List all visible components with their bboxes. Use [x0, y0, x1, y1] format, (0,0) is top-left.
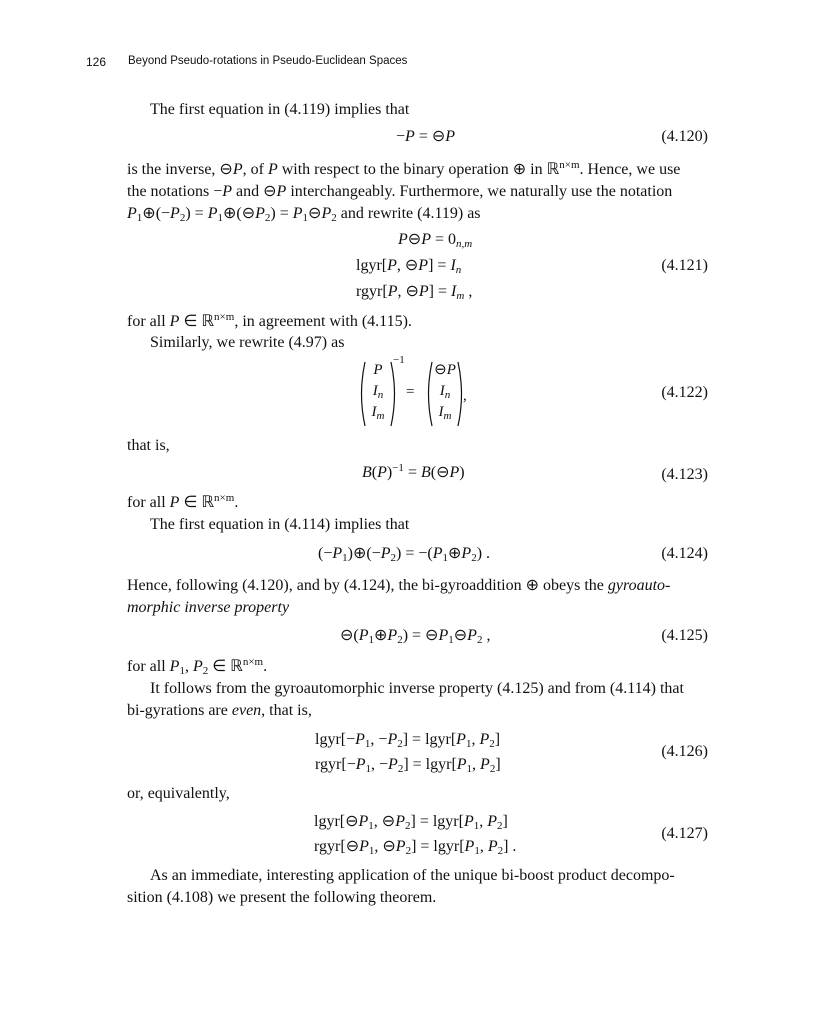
equation-4-124: $(-P_1)\oplus(-P_2)$ = $-(P_1\oplus P_2)$ .	[318, 545, 491, 564]
equation-4-127-line2: $rgyr[⊖P_1$, $⊖P_2$] = $lgyr[P_1$, $P_2$] .	[314, 838, 517, 857]
equation-number: (4.125)	[661, 627, 708, 644]
equation-4-126-line2: $rgyr[-P_1$, $-P_2$] = $lgyr[P_1$, $P_2$]	[315, 756, 501, 775]
equation-number: (4.123)	[661, 466, 708, 483]
equation-4-123: $B(P)^{-1}$ = B(⊖P)	[362, 462, 465, 481]
equation-4-121-line2: lgyr[P, ⊖P] = $I_n$	[356, 257, 462, 276]
equation-number: (4.122)	[661, 384, 708, 401]
running-title: Beyond Pseudo-rotations in Pseudo-Euclidean Spaces	[128, 55, 408, 67]
text-line: morphic inverse property	[127, 599, 290, 616]
text-line: the notations −P and ⊖P interchangeably. Furthermore, we naturally use the notation	[127, 183, 673, 200]
text-line: for all P ∈ ℝ$^{n\times m}$, in agreement with (4.115).	[127, 311, 412, 330]
text-line: sition (4.108) we present the following theorem.	[127, 889, 437, 906]
text-line: bi-gyrations are even, that is,	[127, 702, 312, 719]
equation-4-125: $⊖(P_1\oplus P_2)$ = $⊖P_1⊖P_2$ ,	[340, 627, 491, 646]
text-line: for all $P_1$, $P_2$ ∈ ℝ$^{n\times m}$.	[127, 656, 268, 677]
equation-4-121-line1: P⊖P = $0_{n,m}$	[398, 231, 473, 250]
text-line: It follows from the gyroautomorphic inverse property (4.125) and from (4.114) that	[150, 680, 684, 697]
equation-4-122: P $I_n$ $I_m$ −1 = ⊖P $I_n$ $I_m$ ,	[356, 356, 476, 430]
equation-4-126-line1: $lgyr[-P_1$, $-P_2$] = $lgyr[P_1$, $P_2$]	[315, 731, 501, 750]
text-line: is the inverse, ⊖P, of P with respect to the binary operation ⊕ in ℝ$^{n\times m}$. Hence, we use	[127, 159, 681, 178]
equation-4-121-line3: rgyr[P, ⊖P] = $I_m$ ,	[356, 283, 473, 302]
text-line: for all P ∈ ℝ$^{n\times m}$.	[127, 492, 239, 511]
equation-number: (4.124)	[661, 545, 708, 562]
equation-4-120: −P = ⊖P	[396, 128, 456, 145]
text-line: The first equation in (4.119) implies that	[150, 101, 410, 118]
equation-4-127-line1: $lgyr[⊖P_1$, $⊖P_2$] = $lgyr[P_1$, $P_2$]	[314, 813, 508, 832]
equation-number: (4.121)	[661, 257, 708, 274]
text-line: or, equivalently,	[127, 785, 230, 802]
equation-number: (4.120)	[661, 128, 708, 145]
equation-number: (4.127)	[661, 825, 708, 842]
text-line: $P_1\oplus(-P_2)$ = $P_1\oplus(⊖P_2)$ = $P_1⊖P_2$ and rewrite (4.119) as	[127, 205, 481, 224]
text-line: that is,	[127, 437, 170, 454]
text-line: As an immediate, interesting application of the unique bi-boost product decompo-	[150, 867, 675, 884]
page-number: 126	[86, 55, 107, 69]
text-line: Hence, following (4.120), and by (4.124), the bi-gyroaddition ⊕ obeys the gyroauto-	[127, 577, 671, 594]
equation-number: (4.126)	[661, 743, 708, 760]
text-line: The first equation in (4.114) implies that	[150, 516, 410, 533]
text-line: Similarly, we rewrite (4.97) as	[150, 334, 345, 351]
